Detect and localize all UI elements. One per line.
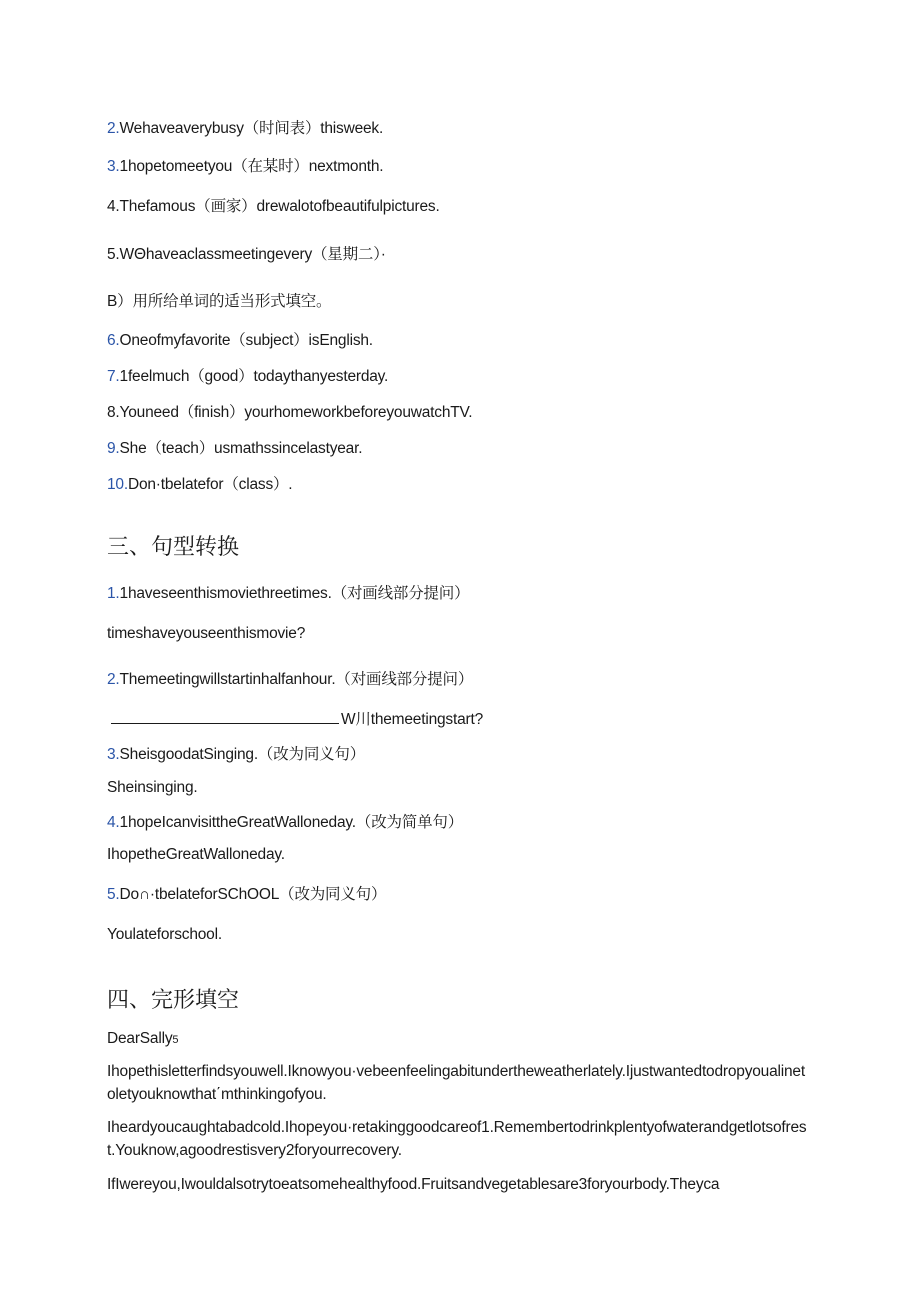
question-6: 6.Oneofmyfavorite（subject）isEnglish. <box>107 332 373 349</box>
transform-answer-3: Sheinsinging. <box>107 779 198 796</box>
transform-answer-2: W川themeetingstart? <box>107 707 483 729</box>
part-b-instruction: B）用所给单词的适当形式填空。 <box>107 293 332 310</box>
letter-paragraph-2: Iheardyoucaughtabadcold.Ihopeyou·retakinggoodcareof1.Remembertodrinkplentyofwaterandgetlotsofrest.Youknow,agoodrestisvery2foryourrecovery. <box>107 1119 807 1159</box>
transform-question-5: 5.Do∩·tbelateforSChOOL（改为同义句） <box>107 886 387 903</box>
question-2: 2.Wehaveaverybusy（时间表）thisweek. <box>107 120 384 137</box>
question-9: 9.She（teach）usmathssincelastyear. <box>107 440 363 457</box>
transform-answer-1: timeshaveyouseenthismovie? <box>107 625 306 642</box>
transform-answer-5: Youlateforschool. <box>107 926 222 943</box>
question-8: 8.Youneed（finish）yourhomeworkbeforeyouwatchTV. <box>107 404 473 421</box>
letter-paragraph-3: IfIwereyou,Iwouldalsotrytoeatsomehealthyfood.Fruitsandvegetablesare3foryourbody.Theyca <box>107 1176 720 1193</box>
question-5: 5.WΘhaveaclassmeetingevery（星期二）· <box>107 246 386 263</box>
letter-paragraph-1: Ihopethisletterfindsyouwell.Iknowyou·vebeenfeelingabitundertheweatherlately.Ijustwantedtodropyoualinetoletyouknowthat΄mthinkingofyou. <box>107 1063 805 1103</box>
question-7: 7.1feelmuch（good）todaythanyesterday. <box>107 368 389 385</box>
transform-question-2: 2.Themeetingwillstartinhalfanhour.（对画线部分提问） <box>107 671 474 688</box>
section-4-heading: 四、完形填空 <box>107 988 240 1013</box>
transform-question-4: 4.1hopeIcanvisittheGreatWalloneday.（改为简单句） <box>107 814 464 831</box>
answer-blank[interactable] <box>111 709 339 724</box>
letter-greeting: DearSally5 <box>107 1030 179 1047</box>
question-3: 3.1hopetomeetyou（在某时）nextmonth. <box>107 158 384 175</box>
transform-question-1: 1.1haveseenthismoviethreetimes.（对画线部分提问） <box>107 585 470 602</box>
question-4: 4.Thefamous（画家）drewalotofbeautifulpictures. <box>107 198 440 215</box>
section-3-heading: 三、句型转换 <box>107 535 240 560</box>
transform-answer-4: IhopetheGreatWalloneday. <box>107 846 285 863</box>
question-10: 10.Don·tbelatefor（class）. <box>107 476 293 493</box>
transform-question-3: 3.SheisgoodatSinging.（改为同义句） <box>107 746 366 763</box>
